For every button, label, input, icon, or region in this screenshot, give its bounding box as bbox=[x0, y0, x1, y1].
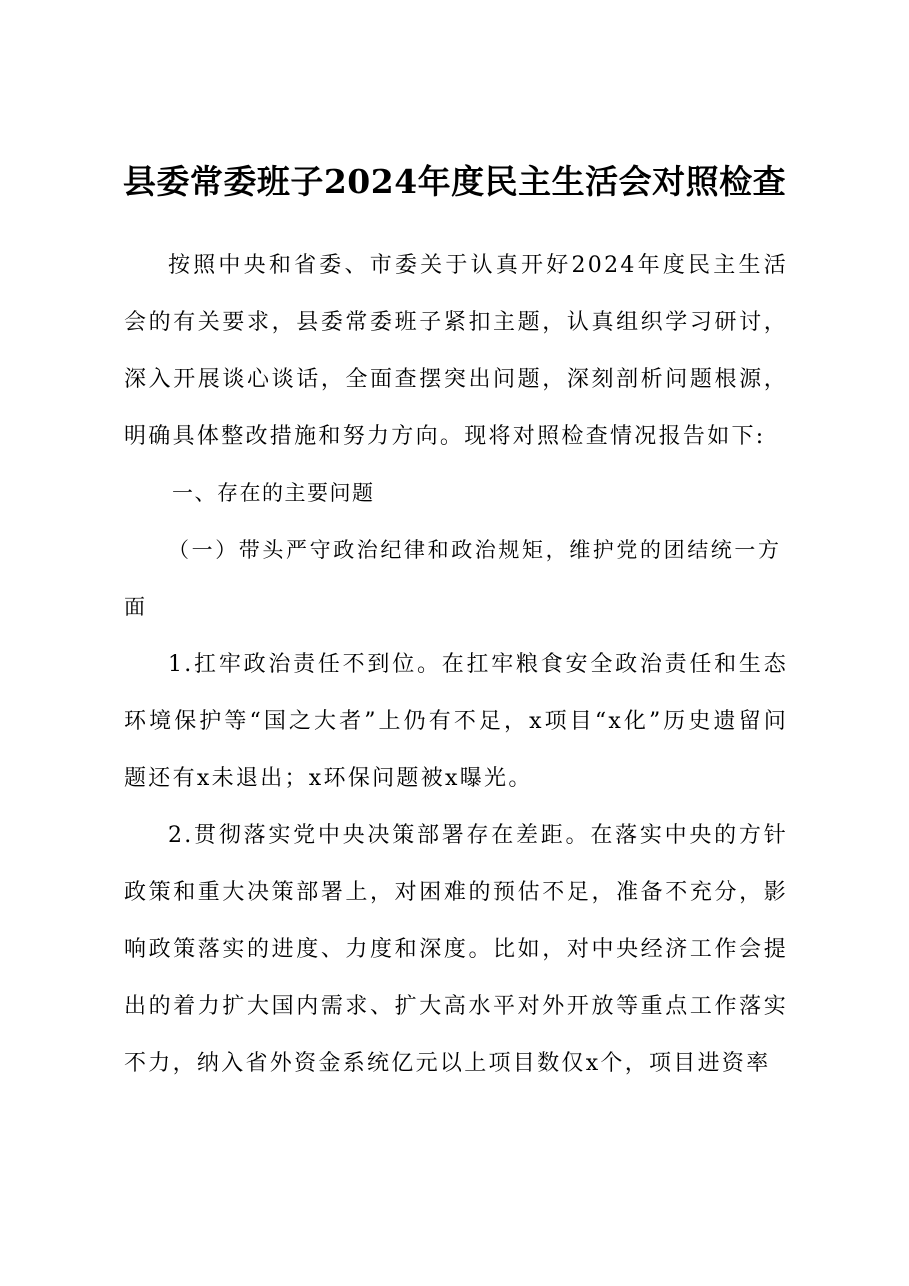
document-title: 县委常委班子2024年度民主生活会对照检查 bbox=[122, 162, 787, 201]
intro-paragraph: 按照中央和省委、市委关于认真开好2024年度民主生活会的有关要求，县委常委班子紧扣主题，认真组织学习研讨，深入开展谈心谈话，全面查摆突出问题，深刻剖析问题根源，明确具体整改措施和努力方向。现将对照检查情况报告如下: bbox=[124, 253, 788, 449]
document-body bbox=[124, 237, 788, 1092]
item-paragraph-2: 2.贯彻落实党中央决策部署存在差距。在落实中央的方针政策和重大决策部署上，对困难的预估不足，准备不充分，影响政策落实的进度、力度和深度。比如，对中央经济工作会提出的着力扩大国内需求、扩大高水平对外开放等重点工作落实不力，纳入省外资金系统亿元以上项目数仅x个，项目进资率 bbox=[124, 823, 788, 1076]
item-paragraph-1: 1.扛牢政治责任不到位。在扛牢粮食安全政治责任和生态环境保护等“国之大者”上仍有不足，x项目“x化”历史遗留问题还有x未退出；x环保问题被x曝光。 bbox=[124, 652, 788, 791]
section-heading-problems: 一、存在的主要问题 bbox=[172, 481, 375, 505]
subsection-heading-discipline: （一）带头严守政治纪律和政治规矩，维护党的团结统一方面 bbox=[124, 538, 782, 619]
